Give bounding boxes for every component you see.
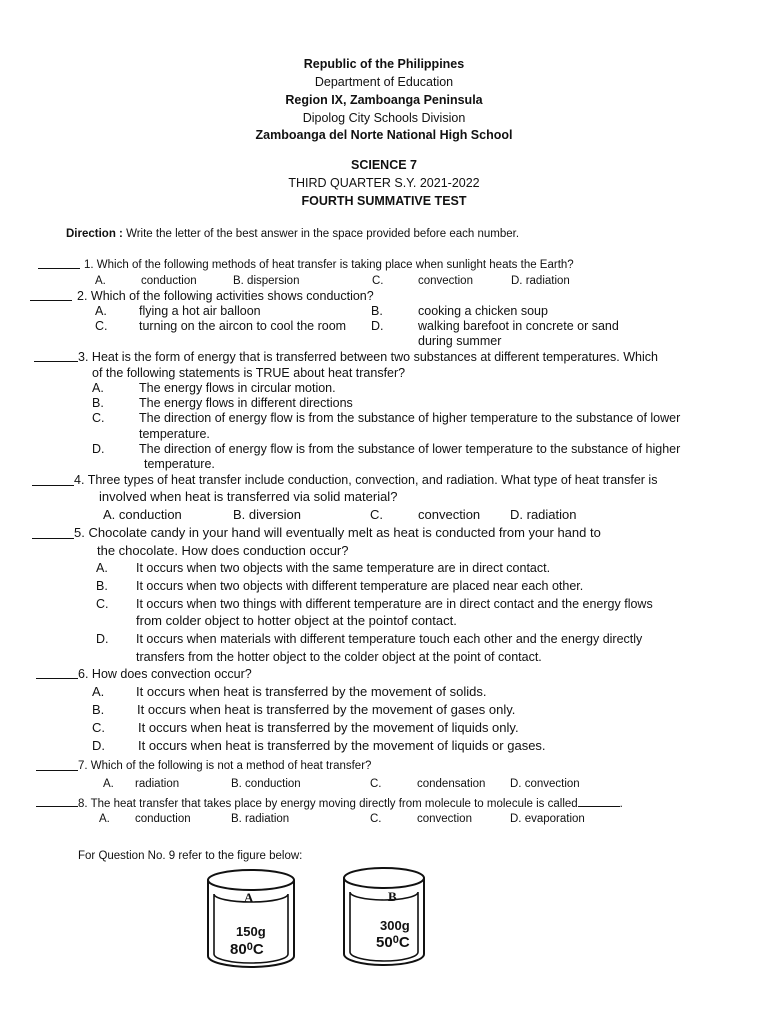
beaker-label: B (388, 889, 397, 904)
option-text: temperature. (139, 427, 210, 441)
question-number: 6. (78, 667, 89, 681)
option-text: radiation (135, 778, 180, 790)
option-letter: B. (92, 702, 105, 717)
option-text: conduction (135, 813, 191, 825)
option-text: flying a hot air balloon (139, 304, 261, 318)
answer-blank-3[interactable] (34, 349, 78, 362)
question-text: Which of the following activities shows conduction? (90, 289, 374, 303)
header-republic: Republic of the Philippines (303, 57, 465, 71)
beaker-temperature: $80^0C$ (230, 941, 264, 958)
question-text-cont: of the following statements is TRUE about heat transfer? (92, 366, 406, 380)
option-text: convection (418, 507, 481, 522)
question-text-end: . (619, 798, 623, 810)
option-letter: A. (95, 275, 106, 287)
answer-blank-8[interactable] (36, 794, 78, 807)
option-letter: A. (103, 778, 114, 790)
option-text: B. conduction (231, 778, 301, 790)
question-text-cont: involved when heat is transferred via solid material? (99, 489, 398, 504)
fill-in-blank[interactable] (578, 794, 620, 807)
option-letter: A. (96, 561, 108, 575)
question-1 (84, 257, 574, 273)
quarter-title: THIRD QUARTER S.Y. 2021-2022 (288, 176, 480, 190)
question-number: 1. (84, 259, 94, 271)
question-4 (74, 472, 657, 488)
option-text: convection (417, 813, 472, 825)
answer-blank-4[interactable] (32, 473, 74, 486)
answer-blank-2[interactable] (30, 288, 72, 301)
option-text: from colder object to hotter object at the pointof contact. (136, 613, 457, 628)
option-letter: B. (371, 304, 383, 318)
header-school: Zamboanga del Norte National High School (255, 128, 513, 142)
option-letter: C. (372, 275, 384, 287)
option-text: The energy flows in circular motion. (139, 381, 336, 395)
option-text: turning on the aircon to cool the room (139, 319, 347, 333)
test-title: FOURTH SUMMATIVE TEST (301, 194, 467, 208)
header-region: Region IX, Zamboanga Peninsula (285, 93, 483, 107)
option-letter: B. (96, 579, 108, 593)
option-text: D. radiation (511, 275, 570, 287)
direction-text: Write the letter of the best answer in the space provided before each number. (126, 228, 520, 240)
option-text: B. dispersion (233, 275, 300, 287)
beaker-label: A (244, 890, 254, 905)
header-division: Dipolog City Schools Division (302, 111, 466, 125)
option-text: It occurs when heat is transferred by the movement of liquids only. (138, 720, 519, 735)
answer-blank-1[interactable] (38, 256, 80, 269)
option-letter: C. (370, 778, 382, 790)
option-text: It occurs when two things with different temperature are in direct contact and the energy flows (136, 597, 653, 611)
question-number: 2. (77, 289, 88, 303)
option-letter: D. (92, 738, 105, 753)
question-text: Which of the following is not a method of heat transfer? (90, 760, 372, 772)
option-letter: D. (371, 319, 384, 333)
option-text: condensation (417, 778, 486, 790)
header-department: Department of Education (314, 75, 454, 89)
option-letter: C. (370, 507, 383, 522)
option-text: It occurs when two objects with the same temperature are in direct contact. (136, 561, 551, 575)
question-8 (78, 794, 623, 812)
question-text-cont: the chocolate. How does conduction occur? (97, 543, 349, 558)
option-text: B. radiation (231, 813, 290, 825)
question-number: 7. (78, 760, 88, 772)
option-text: It occurs when two objects with different temperature are placed near each other. (136, 579, 584, 593)
beaker-b (342, 866, 426, 968)
question-text: Three types of heat transfer include conduction, convection, and radiation. What type of heat transfer is (87, 473, 658, 487)
option-letter: D. (92, 442, 105, 456)
option-letter: D. (96, 632, 109, 646)
beaker-temperature: $50^0C$ (376, 934, 410, 951)
option-letter: C. (370, 813, 382, 825)
question-number: 4. (74, 473, 85, 487)
beaker-mass: 300g (380, 918, 410, 933)
question-number: 8. (78, 798, 88, 810)
question-7 (78, 758, 371, 774)
option-text: It occurs when heat is transferred by the movement of gases only. (137, 702, 516, 717)
question-text: Chocolate candy in your hand will eventually melt as heat is conducted from your hand to (88, 525, 601, 540)
question-text: Heat is the form of energy that is transferred between two substances at different temperatures. Which (91, 350, 658, 364)
option-text: The direction of energy flow is from the substance of higher temperature to the substance of lower (139, 411, 681, 425)
question-number: 5. (74, 525, 85, 540)
beaker-mass: 150g (236, 924, 266, 939)
option-text: D. convection (510, 778, 580, 790)
option-letter: B. (92, 396, 104, 410)
option-letter: A. (92, 684, 105, 699)
option-text: It occurs when heat is transferred by the movement of liquids or gases. (138, 738, 546, 753)
option-text: cooking a chicken soup (418, 304, 548, 318)
option-text: D. evaporation (510, 813, 585, 825)
question-3 (78, 349, 658, 365)
option-text: temperature. (144, 457, 215, 471)
question-text: The heat transfer that takes place by energy moving directly from molecule to molecule is called (90, 798, 578, 810)
question-text: Which of the following methods of heat transfer is taking place when sunlight heats the Earth? (96, 259, 574, 271)
answer-blank-7[interactable] (36, 758, 78, 771)
option-letter: A. (95, 304, 107, 318)
figure-intro: For Question No. 9 refer to the figure below: (78, 850, 303, 862)
option-text: during summer (418, 334, 502, 348)
question-number: 3. (78, 350, 89, 364)
option-text: It occurs when materials with different temperature touch each other and the energy directly (136, 632, 643, 646)
option-text: transfers from the hotter object to the colder object at the point of contact. (136, 650, 542, 664)
option-text: B. diversion (233, 507, 301, 522)
question-5 (74, 525, 601, 541)
direction-label: Direction : (66, 228, 123, 240)
option-letter: A. (92, 381, 104, 395)
question-text: How does convection occur? (91, 667, 252, 681)
option-letter: C. (92, 411, 105, 425)
option-text: walking barefoot in concrete or sand (418, 319, 619, 333)
option-letter: A. (99, 813, 110, 825)
option-letter: C. (96, 597, 109, 611)
option-text: conduction (141, 275, 197, 287)
option-text: D. radiation (510, 507, 577, 522)
option-letter: C. (92, 720, 105, 735)
direction (66, 226, 519, 242)
option-text: It occurs when heat is transferred by the movement of solids. (136, 684, 487, 699)
option-text: The energy flows in different directions (139, 396, 353, 410)
question-6 (78, 666, 252, 682)
option-text: A. conduction (103, 507, 182, 522)
option-text: convection (418, 275, 473, 287)
question-2 (77, 288, 374, 304)
option-letter: C. (95, 319, 108, 333)
option-text: The direction of energy flow is from the substance of lower temperature to the substance of higher (139, 442, 681, 456)
subject-title: SCIENCE 7 (351, 158, 417, 172)
answer-blank-6[interactable] (36, 666, 78, 679)
answer-blank-5[interactable] (32, 526, 74, 539)
